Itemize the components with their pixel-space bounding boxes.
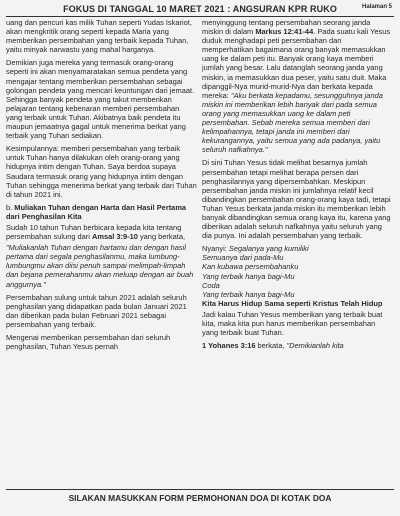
text: . Pada suatu kali Yesus duduk menghadapi peti persembahan dan memperhatikan bagaimana orang banyak memasukkan uang ke dalam peti itu. Banyak orang kaya memberi jumlah yang besar. Lalu datanglah seorang janda yang miskin, ia memasukkan dua peser, yaitu satu duit. Maka dipanggil-Nya murid-murid-Nya dan berkata kepada mereka:	[202, 27, 391, 100]
text: berkata,	[255, 341, 287, 351]
scripture-quote: "Aku berkata kepadamu, sesungguhnya janda miskin ini memberikan lebih banyak dari pada semua orang yang memasukkan uang ke dalam peti persembahan. Sebab mereka semua memberi dari kelimpahannya, tetapi janda ini memberi dari kekurangannya, yaitu semua yang ada padanya, yaitu seluruh nafkahnya."	[202, 90, 383, 155]
paragraph: Di sini Tuhan Yesus tidak melihat besarnya jumlah persembahan tetapi melihat berapa persen dari penghasilannya yang dipersembahkan. Meskipun persembahan janda miskin ini jumlahnya relatif kecil dibandingkan persembahan orang-orang kaya tadi, tetapi Tuhan Yesus berkata janda miskin itu memberikan lebih banyak dibandingkan semua orang kaya itu, karena yang diberikan adalah seluruh nafkahnya yaitu seluruh yang dia punya. Ini adalah persembahan yang terbaik.	[202, 158, 391, 241]
paragraph: Persembahan sulung untuk tahun 2021 adalah seluruh penghasilan yang didapatkan pada bulan Januari 2021 dan diberikan pada bulan Februari 2021 sebagai persembahan yang terbaik.	[6, 292, 187, 329]
text: yang berkata,	[137, 232, 186, 242]
song-line: Segalanya yang kumiliki	[228, 244, 309, 254]
header-title: FOKUS DI TANGGAL 10 MARET 2021 : ANGSURAN KPR RUKO	[63, 4, 337, 14]
song-line: Yang terbaik hanya bagi-Mu	[202, 271, 295, 281]
scripture-reference: Markus 12:41-44	[255, 27, 314, 37]
left-column	[6, 18, 197, 488]
paragraph: Jadi kalau Tuhan Yesus memberikan yang terbaik buat kita, maka kita pun harus memberikan persembahan yang terbaik buat Tuhan.	[202, 309, 383, 338]
paragraph	[6, 223, 197, 241]
scripture-quote: "Muliakanlah Tuhan dengan hartamu dan dengan hasil pertama dari segala penghasilanmu, maka lumbung-lumbungmu akan diisi penuh sampai melimpah-limpah dan bejana pemerahanmu akan meluap dengan air buah anggurnya."	[6, 243, 194, 289]
subheading-number: b.	[6, 202, 13, 212]
song-line: Yang terbaik hanya bagi-Mu	[202, 289, 295, 299]
footer-notice: SILAKAN MASUKKAN FORM PERMOHONAN DOA DI KOTAK DOA	[68, 493, 332, 503]
right-column	[202, 18, 393, 488]
paragraph: Kesimpulannya: memberi persembahan yang terbaik untuk Tuhan hanya dilakukan oleh orang-orang yang hidupnya intim dengan Tuhan. Saya berdoa supaya Saudara termasuk orang yang hidupnya intim dengan Tuhan sehingga menerima berkat yang terbaik dari Tuhan di tahun 2021 ini.	[6, 144, 197, 199]
scripture-quote: "Demikianlah kita	[286, 341, 344, 351]
song-label: Nyanyi:	[202, 244, 229, 254]
paragraph	[202, 341, 393, 350]
song-line: Coda	[202, 280, 220, 290]
scripture-reference: 1 Yohanes 3:16	[202, 341, 256, 351]
paragraph: Demikian juga mereka yang termasuk orang-orang seperti ini akan menyamaratakan semua pendeta yang mengajar tentang memberikan persembahan sebagai golongan pendeta yang mencari keuntungan dari jemaat. Sehingga banyak pendeta yang takut memberikan pelajaran tentang kebenaran memberi persembahan yang terbaik untuk Tuhan. Akibatnya baik pendeta itu maupun jemaatnya gagal untuk menerima berkat yang terbaik yang Tuhan sediakan.	[6, 58, 195, 141]
text: menyinggung tentang persembahan seorang janda miskin di dalam	[202, 18, 371, 37]
page-header	[6, 2, 394, 16]
paragraph	[202, 18, 393, 154]
page-number: Halaman 5	[361, 4, 392, 10]
paragraph: uang dan pencuri kas milik Tuhan seperti Yudas Iskariot, akan mengkritik orang seperti kepada Maria yang memberikan persembahan yang terbaik kepada Tuhan, yaitu minyak narwastu yang mahal harganya.	[6, 18, 192, 55]
subheading-text: Muliakan Tuhan dengan Harta dan Hasil Pertama dari Penghasilan Kita	[6, 202, 187, 221]
subheading	[6, 203, 197, 221]
song-line: Semuanya dari pada-Mu	[202, 253, 284, 263]
song-line: Kan kubawa persembahanku	[202, 262, 299, 272]
header-rule	[6, 16, 394, 17]
footer-rule	[6, 489, 394, 490]
subheading: Kita Harus Hidup Sama seperti Kristus Telah Hidup	[202, 298, 383, 308]
scripture-reference: Amsal 3:9-10	[92, 232, 138, 242]
paragraph: Mengenai memberikan persembahan dari seluruh penghasilan, Tuhan Yesus pernah	[6, 333, 171, 352]
text: Sudah 10 tahun Tuhan berbicara kepada kita tentang persembahan sulung dari	[6, 222, 182, 242]
song-lyrics	[202, 244, 393, 299]
